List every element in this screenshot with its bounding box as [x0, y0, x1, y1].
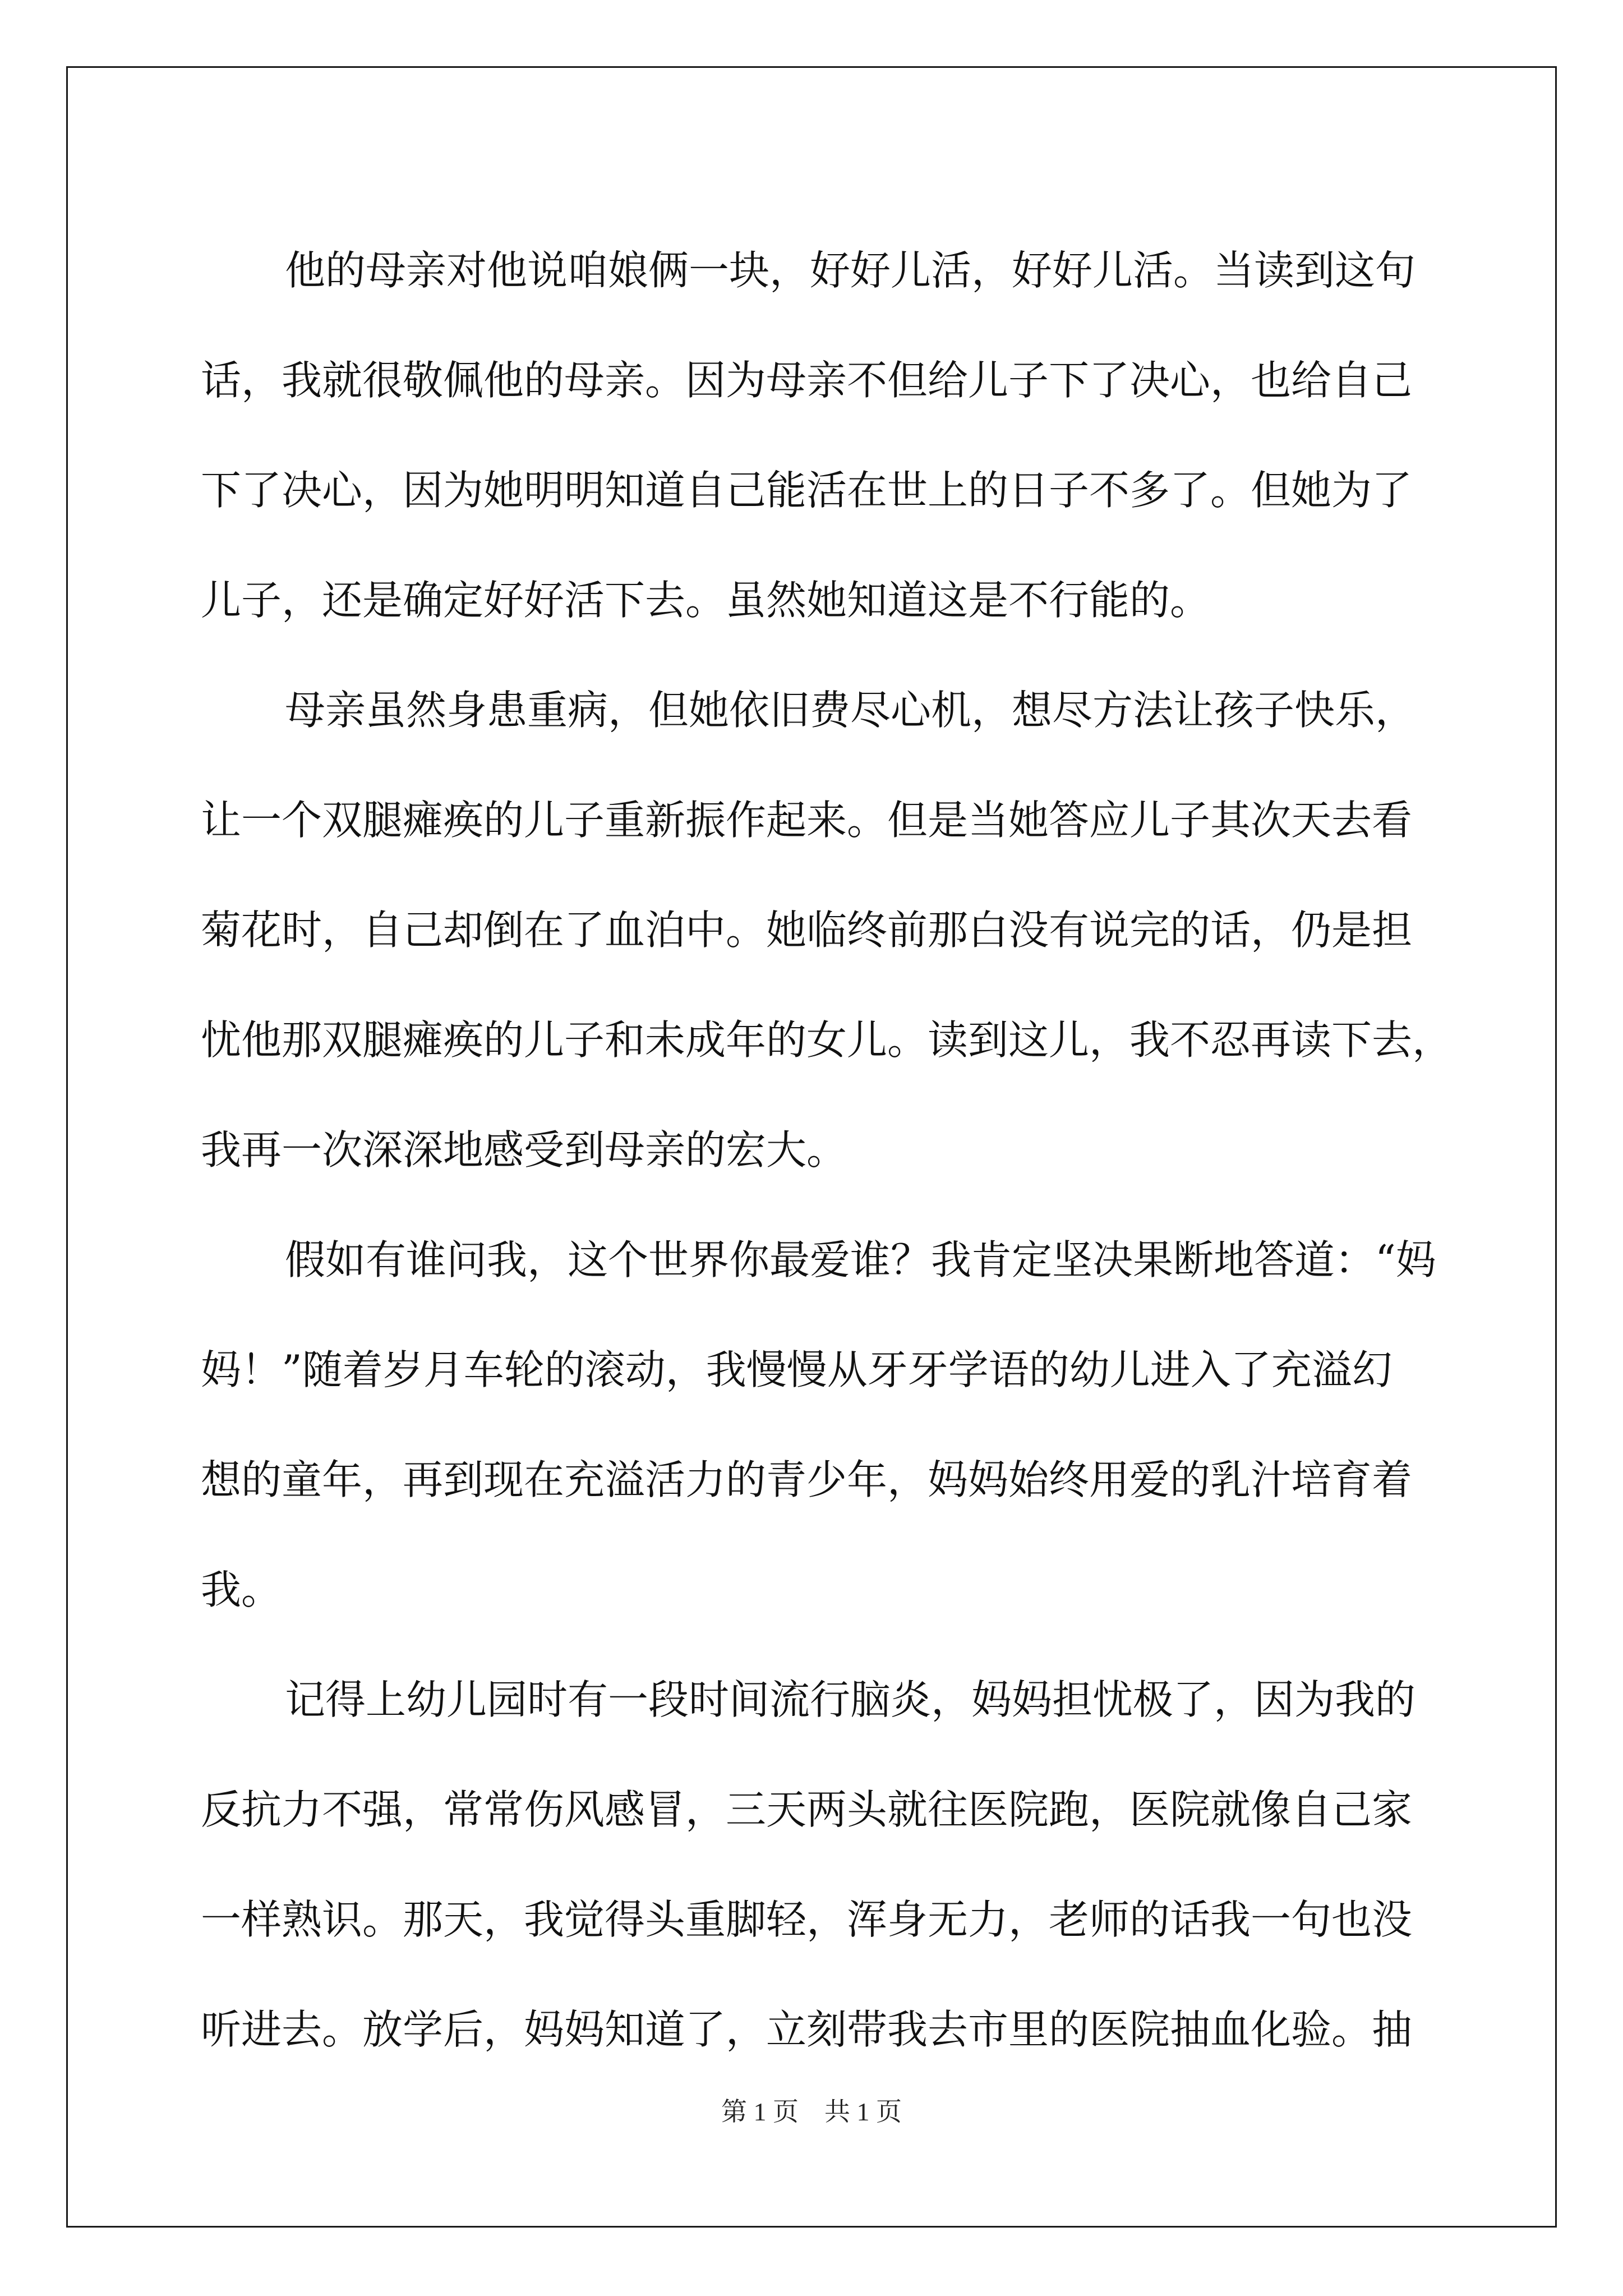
- text-line: 下了决心，因为她明明知道自己能活在世上的日子不多了。但她为了: [201, 467, 1413, 514]
- text-line: 想的童年，再到现在充溢活力的青少年，妈妈始终用爱的乳汁培育着: [201, 1456, 1413, 1503]
- page-number: 第 1 页: [721, 2097, 799, 2126]
- text-line: 他的母亲对他说咱娘俩一块，好好儿活，好好儿活。当读到这句: [285, 247, 1416, 294]
- text-line: 母亲虽然身患重病，但她依旧费尽心机，想尽方法让孩子快乐，: [285, 687, 1416, 734]
- text-line: 让一个双腿瘫痪的儿子重新振作起来。但是当她答应儿子其次天去看: [201, 797, 1413, 844]
- text-line: 话，我就很敬佩他的母亲。因为母亲不但给儿子下了决心，也给自己: [201, 357, 1413, 404]
- text-line: 忧他那双腿瘫痪的儿子和未成年的女儿。读到这儿，我不忍再读下去，: [201, 1016, 1453, 1064]
- text-line: 记得上幼儿园时有一段时间流行脑炎，妈妈担忧极了，因为我的: [285, 1676, 1416, 1723]
- text-line: 儿子，还是确定好好活下去。虽然她知道这是不行能的。: [201, 577, 1211, 624]
- text-line: 听进去。放学后，妈妈知道了，立刻带我去市里的医院抽血化验。抽: [201, 2006, 1413, 2053]
- page-footer: [0, 2095, 1623, 2129]
- text-line: 假如有谁问我，这个世界你最爱谁？我肯定坚决果断地答道：“妈: [285, 1236, 1436, 1283]
- text-line: 我再一次深深地感受到母亲的宏大。: [201, 1126, 847, 1174]
- page-total: 共 1 页: [824, 2097, 902, 2126]
- text-line: 我。: [201, 1566, 282, 1613]
- document-body: [201, 215, 1453, 2085]
- text-line: 反抗力不强，常常伤风感冒，三天两头就往医院跑，医院就像自己家: [201, 1786, 1413, 1833]
- text-line: 一样熟识。那天，我觉得头重脚轻，浑身无力，老师的话我一句也没: [201, 1896, 1413, 1943]
- text-line: 菊花时，自己却倒在了血泊中。她临终前那白没有说完的话，仍是担: [201, 907, 1413, 954]
- text-line: 妈！”随着岁月车轮的滚动，我慢慢从牙牙学语的幼儿进入了充溢幻: [201, 1346, 1393, 1393]
